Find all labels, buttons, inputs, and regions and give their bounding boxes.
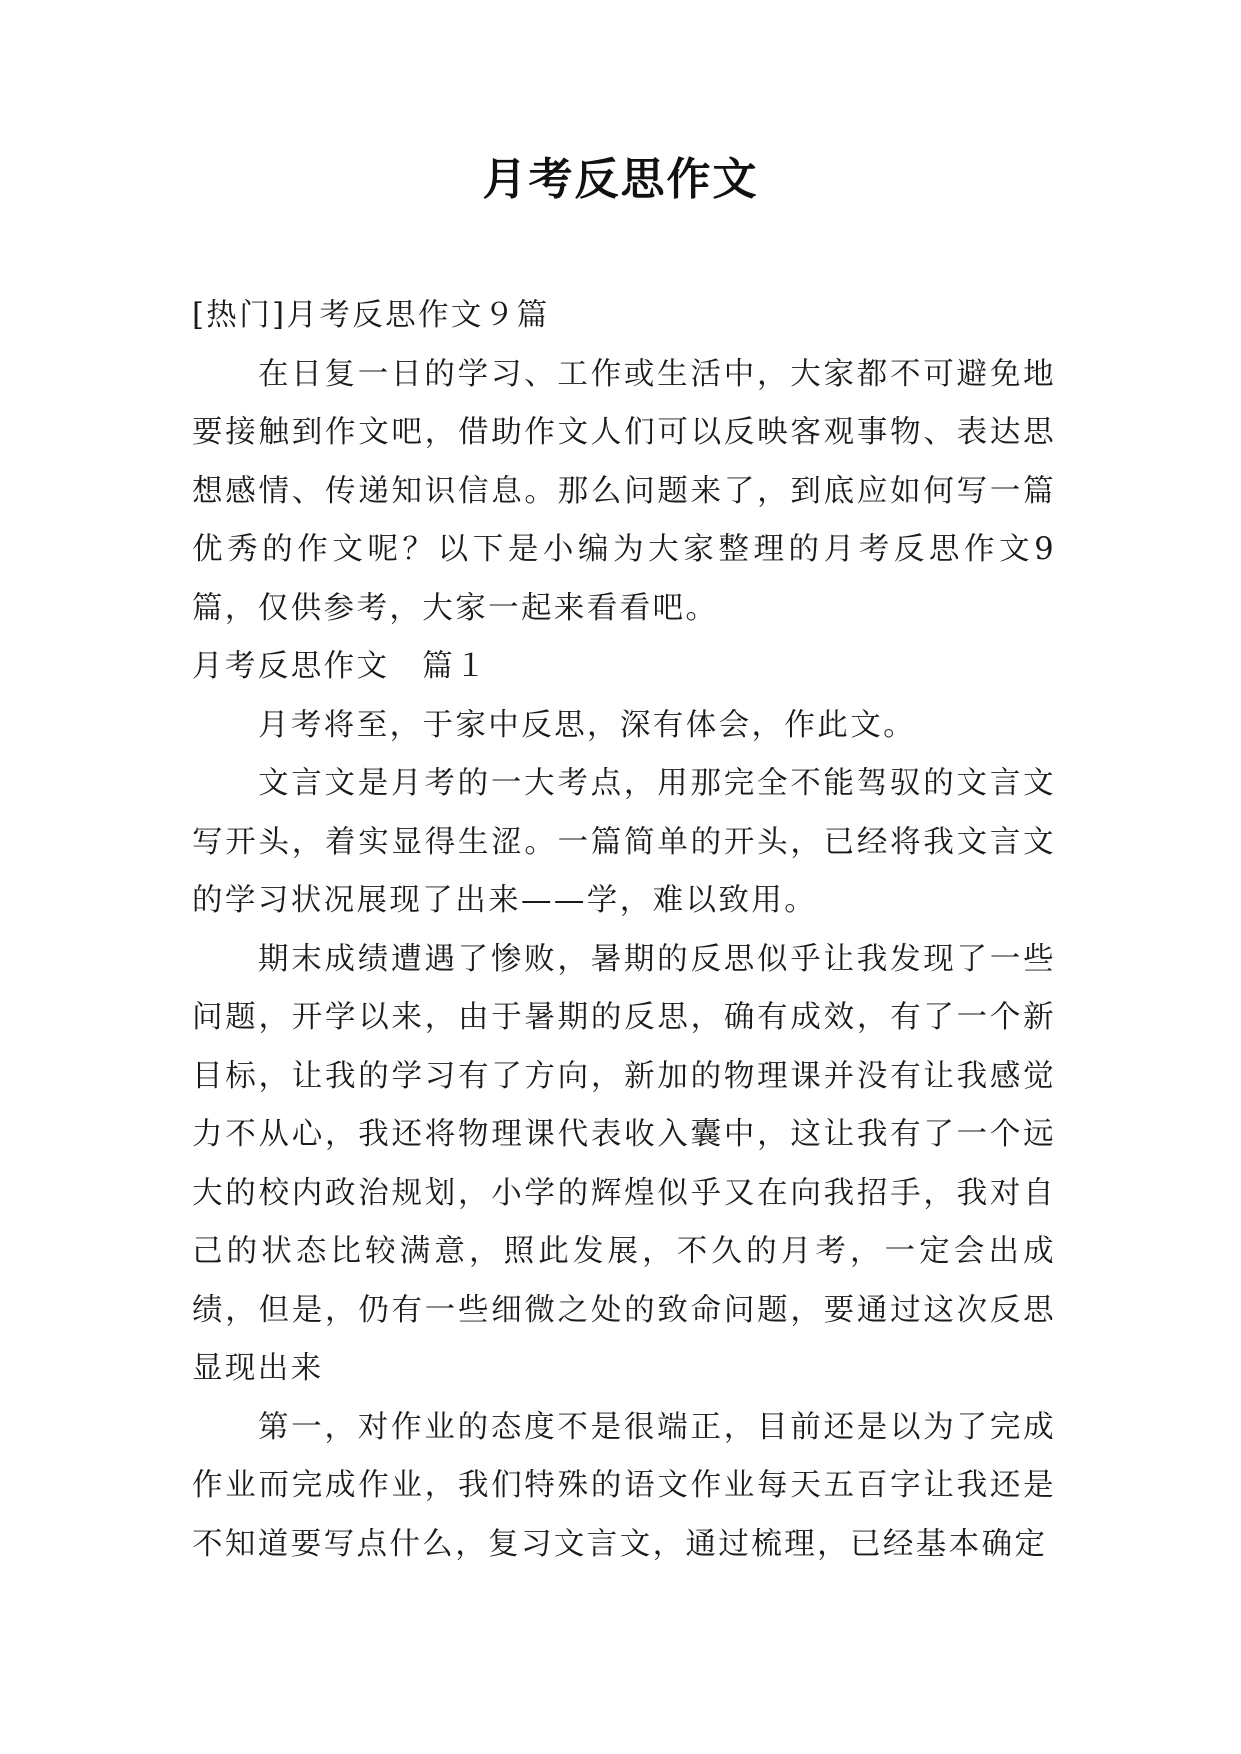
body-paragraph-3: 期末成绩遭遇了惨败，暑期的反思似乎让我发现了一些问题，开学以来，由于暑期的反思，确有成效，有了一个新目标，让我的学习有了方向，新加的物理课并没有让我感觉力不从心，我还将物理课代表收入囊中，这让我有了一个远大的校内政治规划，小学的辉煌似乎又在向我招手，我对自己的状态比较满意，照此发展，不久的月考，一定会出成绩，但是，仍有一些细微之处的致命问题，要通过这次反思显现出来 [192,941,1056,1386]
body-paragraph-4: 第一，对作业的态度不是很端正，目前还是以为了完成作业而完成作业，我们特殊的语文作业每天五百字让我还是不知道要写点什么，复习文言文，通过梳理，已经基本确定 [192,1409,1056,1562]
section-heading: 月考反思作文 篇１ [192,649,489,684]
document-subtitle: [热门]月考反思作文９篇 [192,298,550,333]
body-paragraph-1: 月考将至，于家中反思，深有体会，作此文。 [258,707,916,743]
document-body [192,287,1056,1574]
intro-paragraph: 在日复一日的学习、工作或生活中，大家都不可避免地要接触到作文吧，借助作文人们可以反映客观事物、表达思想感情、传递知识信息。那么问题来了，到底应如何写一篇优秀的作文呢？以下是小编为大家整理的月考反思作文9篇，仅供参考，大家一起来看看吧。 [192,356,1056,626]
document-title: 月考反思作文 [482,154,759,205]
body-paragraph-2: 文言文是月考的一大考点，用那完全不能驾驭的文言文写开头，着实显得生涩。一篇简单的开头，已经将我文言文的学习状况展现了出来——学，难以致用。 [192,766,1056,918]
